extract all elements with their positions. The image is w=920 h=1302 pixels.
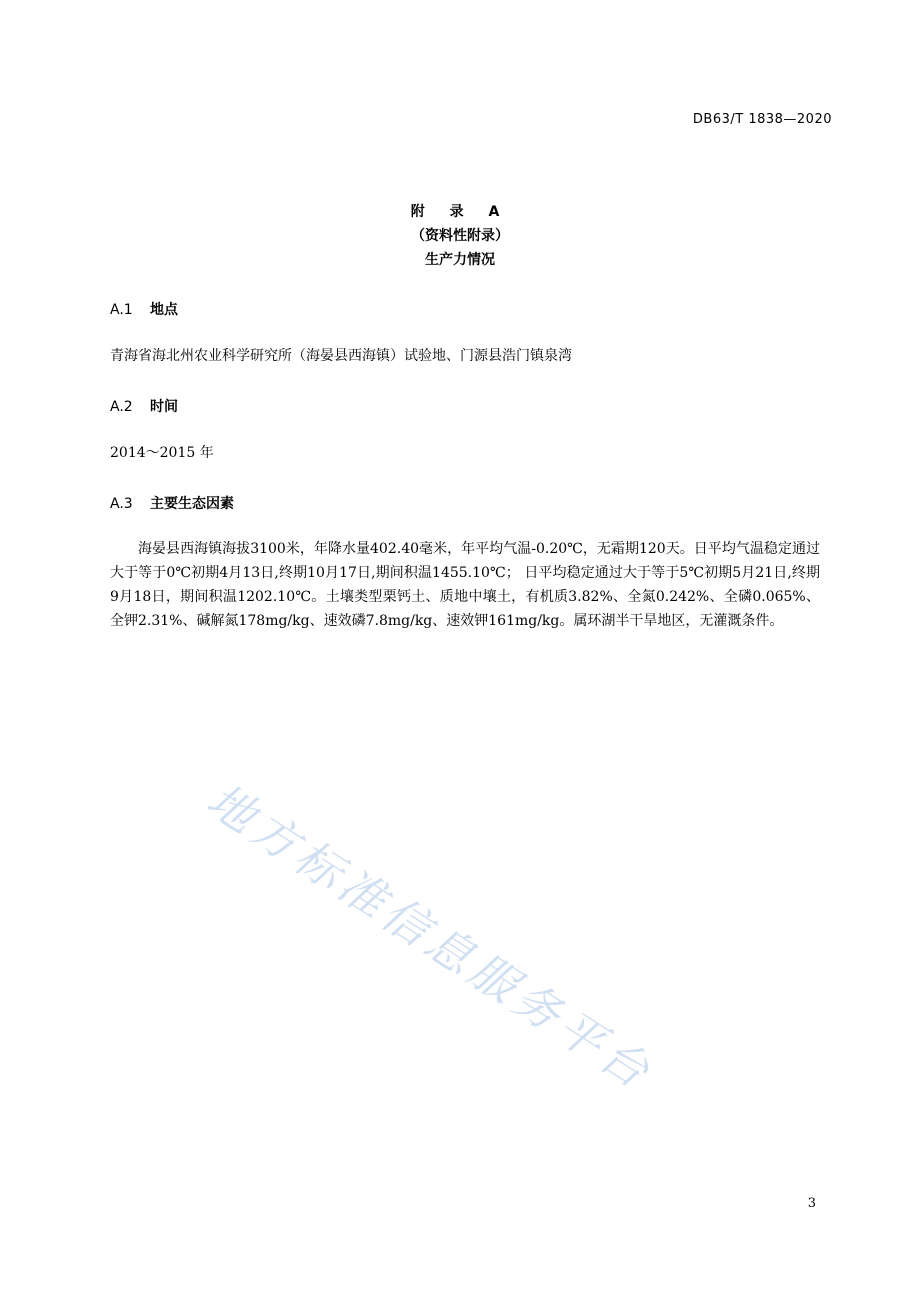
section-heading-a1 (110, 299, 178, 319)
section-title: 主要生态因素 (150, 496, 234, 512)
section-number: A.1 (110, 302, 133, 318)
section-heading-a3 (110, 493, 234, 513)
section-title: 时间 (150, 399, 178, 415)
section-text-a3: 海晏县西海镇海拔3100米，年降水量402.40毫米，年平均气温-0.20℃，无霜期120天。日平均气温稳定通过大于等于0℃初期4月13日,终期10月17日,期间积温1455.10℃； 日平均稳定通过大于等于5℃初期5月21日,终期9月18日，期间积温1202.10℃。土壤类型栗钙土、质地中壤土，有机质3.82%、全氮0.242%、全磷0.065%、全钾2.31%、碱解氮178mg/kg、速效磷7.8mg/kg、速效钾161mg/kg。属环湖半干旱地区，无灌溉条件。 (110, 541, 820, 629)
annex-header (0, 200, 920, 272)
section-text-a1: 青海省海北州农业科学研究所（海晏县西海镇）试验地、门源县浩门镇泉湾 (110, 348, 572, 364)
section-number: A.3 (110, 496, 133, 512)
section-title: 地点 (150, 302, 178, 318)
watermark: 地方标准信息服务平台 (197, 772, 664, 1102)
section-text-a2: 2014～2015 年 (110, 445, 214, 461)
document-code: DB63/T 1838—2020 (692, 112, 832, 127)
annex-type: （资料性附录） (411, 228, 509, 244)
section-heading-a2 (110, 396, 178, 416)
section-number: A.2 (110, 399, 133, 415)
annex-title: 附 录 A (410, 204, 510, 220)
annex-name: 生产力情况 (425, 252, 495, 268)
page-number: 3 (807, 1196, 816, 1211)
